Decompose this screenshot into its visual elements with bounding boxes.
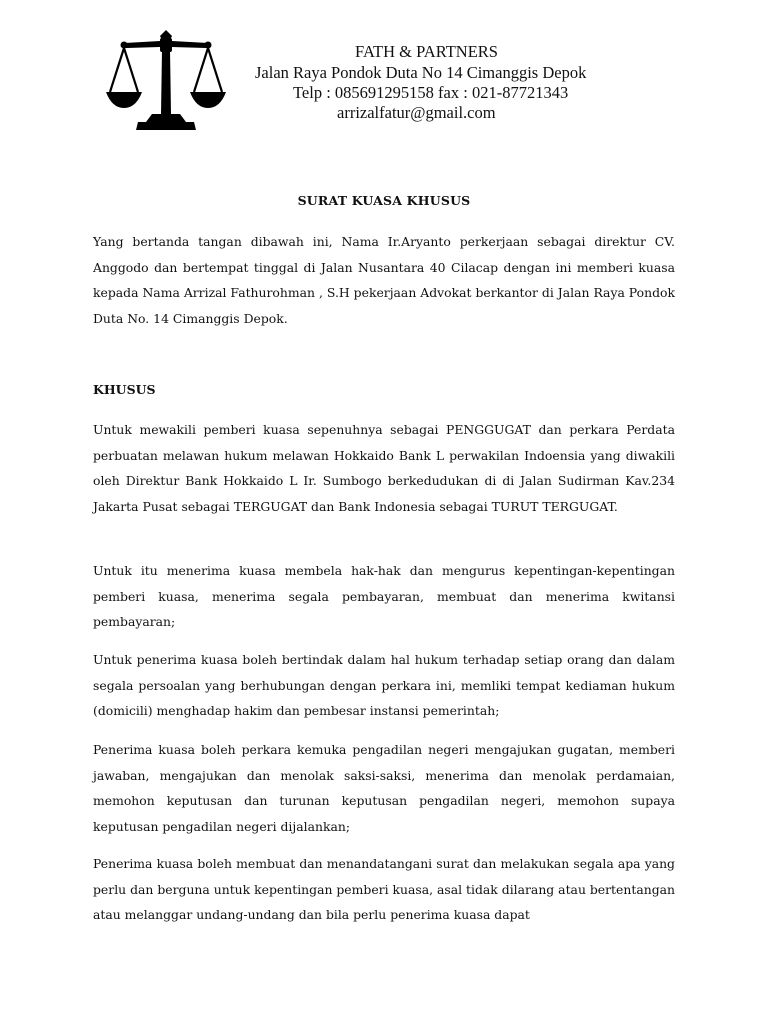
firm-address: Jalan Raya Pondok Duta No 14 Cimanggis Depok xyxy=(255,63,587,82)
paragraph-rights: Untuk itu menerima kuasa membela hak-hak dan mengurus kepentingan-kepentingan pemberi kuasa, menerima segala pembayaran, membuat dan menerima kwitansi pembayaran; xyxy=(93,563,675,630)
firm-email: arrizalfatur@gmail.com xyxy=(337,103,496,122)
paragraph-court-proceedings: Penerima kuasa boleh perkara kemuka pengadilan negeri mengajukan gugatan, memberi jawaban, mengajukan dan menolak saksi-saksi, menerima dan menolak perdamaian, memohon keputusan dan turunan keputusan pengadilan negeri, memohon supaya keputusan pengadilan negeri dijalankan; xyxy=(93,742,675,834)
firm-name: FATH & PARTNERS xyxy=(355,42,498,61)
intro-paragraph: Yang bertanda tangan dibawah ini, Nama Ir.Aryanto perkerjaan sebagai direktur CV. Anggodo dan bertempat tinggal di Jalan Nusantara 40 Cilacap dengan ini memberi kuasa kepada Nama Arrizal Fathurohman , S.H pekerjaan Advokat berkantor di Jalan Raya Pondok Duta No. 14 Cimanggis Depok. xyxy=(93,234,675,326)
paragraph-representation: Untuk mewakili pemberi kuasa sepenuhnya sebagai PENGGUGAT dan perkara Perdata perbuatan melawan hukum melawan Hokkaido Bank L perwakilan Indoensia yang diwakili oleh Direktur Bank Hokkaido L Ir. Sumbogo berkedudukan di di Jalan Sudirman Kav.234 Jakarta Pusat sebagai TERGUGAT dan Bank Indonesia sebagai TURUT TERGUGAT. xyxy=(93,422,675,514)
paragraph-signing: Penerima kuasa boleh membuat dan menandatangani surat dan melakukan segala apa yang perlu dan berguna untuk kepentingan pemberi kuasa, asal tidak dilarang atau bertentangan atau melanggar undang-undang dan bila perlu penerima kuasa dapat xyxy=(93,856,675,923)
document-title: SURAT KUASA KHUSUS xyxy=(297,193,471,208)
section-heading: KHUSUS xyxy=(93,382,156,397)
firm-phone-fax: Telp : 085691295158 fax : 021-87721343 xyxy=(293,83,569,102)
scales-of-justice-icon xyxy=(106,30,226,132)
paragraph-legal-action: Untuk penerima kuasa boleh bertindak dalam hal hukum terhadap setiap orang dan dalam segala persoalan yang berhubungan dengan perkara ini, memliki tempat kediaman hukum (domicili) menghadap hakim dan pembesar instansi pemerintah; xyxy=(93,652,675,719)
